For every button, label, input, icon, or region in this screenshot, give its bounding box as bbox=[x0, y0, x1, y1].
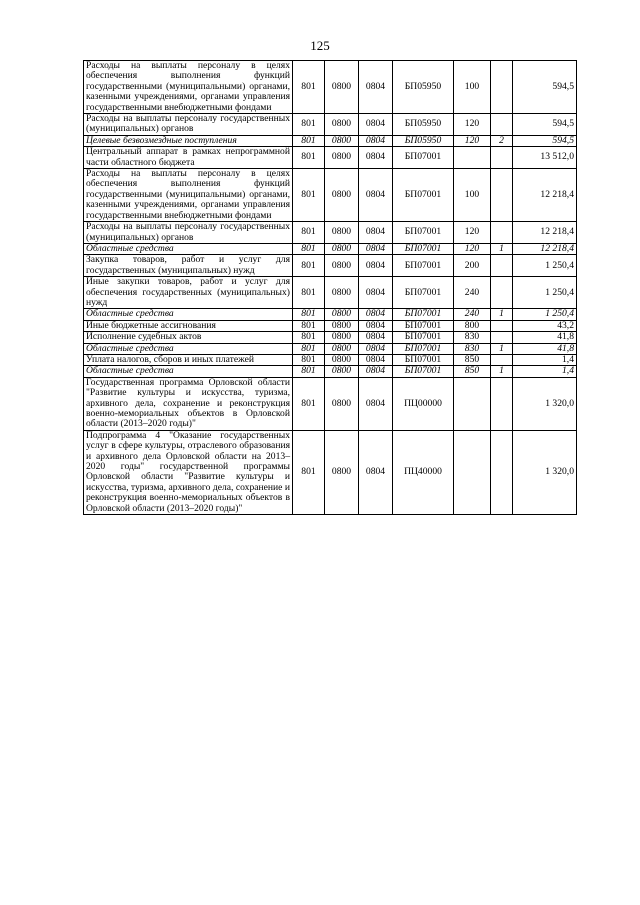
row-code-csr: БП07001 bbox=[393, 366, 454, 377]
row-name: Областные средства bbox=[84, 309, 293, 320]
row-code-csr: БП07001 bbox=[393, 343, 454, 354]
row-code-csr: БП07001 bbox=[393, 309, 454, 320]
row-code-source bbox=[491, 61, 513, 114]
row-amount: 13 512,0 bbox=[513, 147, 577, 169]
row-code-rz: 0800 bbox=[325, 61, 359, 114]
row-code-rz: 0800 bbox=[325, 135, 359, 146]
row-code-vr: 100 bbox=[454, 61, 491, 114]
row-name: Исполнение судебных актов bbox=[84, 332, 293, 343]
row-code-rz: 0800 bbox=[325, 343, 359, 354]
row-code-vr: 100 bbox=[454, 169, 491, 222]
table-row bbox=[84, 343, 577, 354]
row-code-gr: 801 bbox=[293, 430, 325, 514]
row-code-source bbox=[491, 332, 513, 343]
row-name: Уплата налогов, сборов и иных платежей bbox=[84, 354, 293, 365]
row-code-gr: 801 bbox=[293, 320, 325, 331]
table-row bbox=[84, 430, 577, 514]
row-code-csr: БП07001 bbox=[393, 169, 454, 222]
table-row bbox=[84, 277, 577, 309]
table-row bbox=[84, 135, 577, 146]
page-number: 125 bbox=[310, 38, 330, 53]
row-code-pr: 0804 bbox=[359, 366, 393, 377]
row-code-vr: 240 bbox=[454, 277, 491, 309]
row-amount: 594,5 bbox=[513, 61, 577, 114]
row-code-csr: БП07001 bbox=[393, 332, 454, 343]
row-code-pr: 0804 bbox=[359, 222, 393, 244]
row-code-csr: БП07001 bbox=[393, 255, 454, 277]
row-code-source: 1 bbox=[491, 366, 513, 377]
row-code-gr: 801 bbox=[293, 61, 325, 114]
table-row bbox=[84, 61, 577, 114]
row-code-gr: 801 bbox=[293, 135, 325, 146]
row-name: Иные бюджетные ассигнования bbox=[84, 320, 293, 331]
row-code-rz: 0800 bbox=[325, 354, 359, 365]
row-code-gr: 801 bbox=[293, 277, 325, 309]
row-code-gr: 801 bbox=[293, 255, 325, 277]
row-code-pr: 0804 bbox=[359, 430, 393, 514]
row-code-pr: 0804 bbox=[359, 377, 393, 430]
row-code-gr: 801 bbox=[293, 343, 325, 354]
row-code-source bbox=[491, 354, 513, 365]
table-row bbox=[84, 366, 577, 377]
row-name: Иные закупки товаров, работ и услуг для обеспечения государственных (муниципальных) нужд bbox=[84, 277, 293, 309]
row-name: Государственная программа Орловской области "Развитие культуры и искусства, туризма, архивного дела, сохранение и реконструкция военно-мемориальных объектов в Орловской области (2013–2020 годы)" bbox=[84, 377, 293, 430]
table-row bbox=[84, 332, 577, 343]
row-name: Расходы на выплаты персоналу государственных (муниципальных) органов bbox=[84, 114, 293, 136]
row-code-source bbox=[491, 430, 513, 514]
row-code-vr: 120 bbox=[454, 114, 491, 136]
row-code-gr: 801 bbox=[293, 309, 325, 320]
row-code-pr: 0804 bbox=[359, 147, 393, 169]
row-code-csr: БП07001 bbox=[393, 222, 454, 244]
row-code-gr: 801 bbox=[293, 147, 325, 169]
row-code-source: 1 bbox=[491, 243, 513, 254]
row-code-vr: 800 bbox=[454, 320, 491, 331]
row-code-vr: 120 bbox=[454, 135, 491, 146]
row-amount: 1 320,0 bbox=[513, 377, 577, 430]
row-code-vr bbox=[454, 377, 491, 430]
row-name: Расходы на выплаты персоналу государственных (муниципальных) органов bbox=[84, 222, 293, 244]
row-code-rz: 0800 bbox=[325, 377, 359, 430]
row-code-pr: 0804 bbox=[359, 309, 393, 320]
row-code-vr: 830 bbox=[454, 332, 491, 343]
row-code-pr: 0804 bbox=[359, 343, 393, 354]
row-code-csr: БП07001 bbox=[393, 147, 454, 169]
row-code-gr: 801 bbox=[293, 114, 325, 136]
row-name: Подпрограмма 4 "Оказание государственных услуг в сфере культуры, отраслевого образования и архивного дела Орловской области на 2013–2020 годы" государственной программы Орловской области "Развитие культуры и искусства, туризма, архивного дела, сохранение и реконструкция военно-мемориальных объектов в Орловской области (2013–2020 годы)" bbox=[84, 430, 293, 514]
row-code-gr: 801 bbox=[293, 169, 325, 222]
table-row bbox=[84, 169, 577, 222]
row-code-csr: БП05950 bbox=[393, 61, 454, 114]
row-code-vr: 850 bbox=[454, 354, 491, 365]
row-code-csr: БП07001 bbox=[393, 354, 454, 365]
row-code-source bbox=[491, 114, 513, 136]
row-code-rz: 0800 bbox=[325, 222, 359, 244]
row-code-source bbox=[491, 320, 513, 331]
row-name: Расходы на выплаты персоналу в целях обеспечения выполнения функций государственными (муниципальными) органами, казенными учреждениями, органами управления государственными внебюджетными фондами bbox=[84, 61, 293, 114]
row-code-source bbox=[491, 277, 513, 309]
row-code-pr: 0804 bbox=[359, 243, 393, 254]
row-code-csr: ПЦ40000 bbox=[393, 430, 454, 514]
row-code-csr: БП07001 bbox=[393, 277, 454, 309]
row-code-csr: БП07001 bbox=[393, 243, 454, 254]
row-code-pr: 0804 bbox=[359, 169, 393, 222]
row-code-pr: 0804 bbox=[359, 277, 393, 309]
row-amount: 12 218,4 bbox=[513, 169, 577, 222]
row-code-source: 1 bbox=[491, 343, 513, 354]
row-amount: 594,5 bbox=[513, 114, 577, 136]
row-amount: 12 218,4 bbox=[513, 243, 577, 254]
row-code-pr: 0804 bbox=[359, 135, 393, 146]
row-code-source bbox=[491, 169, 513, 222]
table-row bbox=[84, 309, 577, 320]
row-code-vr: 850 bbox=[454, 366, 491, 377]
row-code-rz: 0800 bbox=[325, 309, 359, 320]
row-name: Областные средства bbox=[84, 243, 293, 254]
row-code-rz: 0800 bbox=[325, 366, 359, 377]
row-amount: 41,8 bbox=[513, 332, 577, 343]
row-code-vr: 200 bbox=[454, 255, 491, 277]
table-row bbox=[84, 147, 577, 169]
row-amount: 41,8 bbox=[513, 343, 577, 354]
budget-table bbox=[83, 60, 577, 515]
table-row bbox=[84, 222, 577, 244]
row-code-gr: 801 bbox=[293, 366, 325, 377]
row-code-pr: 0804 bbox=[359, 332, 393, 343]
row-amount: 1 250,4 bbox=[513, 309, 577, 320]
row-code-gr: 801 bbox=[293, 377, 325, 430]
row-code-vr bbox=[454, 147, 491, 169]
row-code-source bbox=[491, 222, 513, 244]
row-amount: 1,4 bbox=[513, 354, 577, 365]
row-name: Центральный аппарат в рамках непрограммной части областного бюджета bbox=[84, 147, 293, 169]
row-code-rz: 0800 bbox=[325, 243, 359, 254]
row-code-gr: 801 bbox=[293, 243, 325, 254]
row-code-vr: 120 bbox=[454, 222, 491, 244]
row-amount: 1 320,0 bbox=[513, 430, 577, 514]
table-row bbox=[84, 320, 577, 331]
row-code-rz: 0800 bbox=[325, 320, 359, 331]
row-code-csr: ПЦ00000 bbox=[393, 377, 454, 430]
row-code-rz: 0800 bbox=[325, 147, 359, 169]
row-code-rz: 0800 bbox=[325, 430, 359, 514]
row-code-rz: 0800 bbox=[325, 332, 359, 343]
row-code-source: 2 bbox=[491, 135, 513, 146]
row-code-gr: 801 bbox=[293, 222, 325, 244]
row-code-pr: 0804 bbox=[359, 354, 393, 365]
row-code-vr: 830 bbox=[454, 343, 491, 354]
row-name: Областные средства bbox=[84, 343, 293, 354]
table-row bbox=[84, 243, 577, 254]
row-code-rz: 0800 bbox=[325, 277, 359, 309]
row-name: Целевые безвозмездные поступления bbox=[84, 135, 293, 146]
row-code-vr: 120 bbox=[454, 243, 491, 254]
row-code-vr: 240 bbox=[454, 309, 491, 320]
row-code-csr: БП05950 bbox=[393, 114, 454, 136]
row-amount: 1,4 bbox=[513, 366, 577, 377]
row-code-rz: 0800 bbox=[325, 169, 359, 222]
row-amount: 594,5 bbox=[513, 135, 577, 146]
row-amount: 1 250,4 bbox=[513, 277, 577, 309]
row-code-pr: 0804 bbox=[359, 255, 393, 277]
row-amount: 1 250,4 bbox=[513, 255, 577, 277]
row-code-rz: 0800 bbox=[325, 114, 359, 136]
row-code-gr: 801 bbox=[293, 332, 325, 343]
row-code-source bbox=[491, 147, 513, 169]
row-name: Областные средства bbox=[84, 366, 293, 377]
row-code-source bbox=[491, 255, 513, 277]
row-code-source: 1 bbox=[491, 309, 513, 320]
row-name: Закупка товаров, работ и услуг для государственных (муниципальных) нужд bbox=[84, 255, 293, 277]
table-row bbox=[84, 377, 577, 430]
row-amount: 43,2 bbox=[513, 320, 577, 331]
table-row bbox=[84, 354, 577, 365]
row-code-pr: 0804 bbox=[359, 61, 393, 114]
row-name: Расходы на выплаты персоналу в целях обеспечения выполнения функций государственными (муниципальными) органами, казенными учреждениями, органами управления государственными внебюджетными фондами bbox=[84, 169, 293, 222]
row-code-gr: 801 bbox=[293, 354, 325, 365]
row-code-source bbox=[491, 377, 513, 430]
row-amount: 12 218,4 bbox=[513, 222, 577, 244]
table-row bbox=[84, 255, 577, 277]
table-row bbox=[84, 114, 577, 136]
row-code-csr: БП05950 bbox=[393, 135, 454, 146]
row-code-vr bbox=[454, 430, 491, 514]
row-code-csr: БП07001 bbox=[393, 320, 454, 331]
row-code-rz: 0800 bbox=[325, 255, 359, 277]
row-code-pr: 0804 bbox=[359, 114, 393, 136]
row-code-pr: 0804 bbox=[359, 320, 393, 331]
